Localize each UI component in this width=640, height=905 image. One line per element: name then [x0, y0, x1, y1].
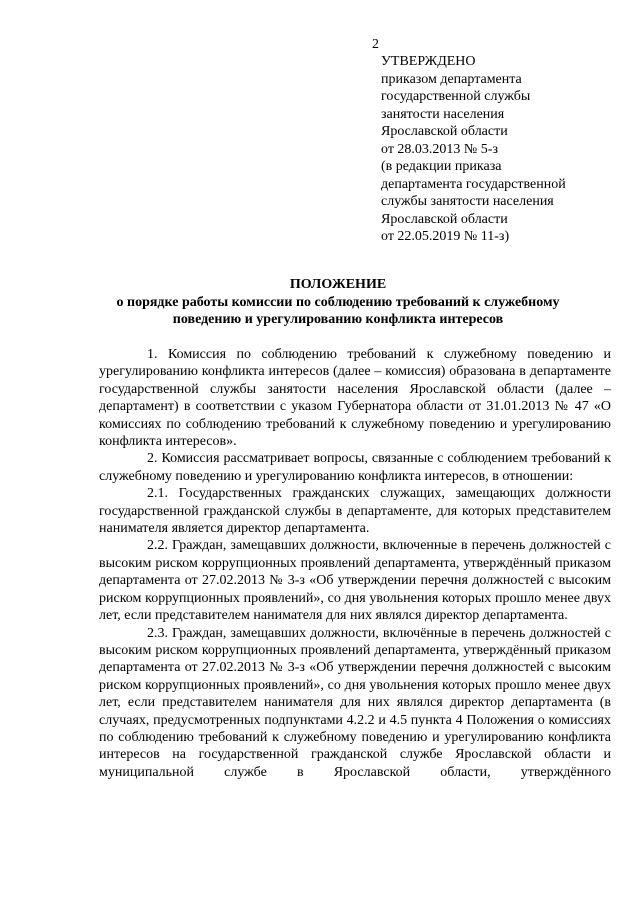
approval-line: Ярославской области: [381, 124, 508, 139]
paragraph-2-3: 2.3. Граждан, замещавших должности, включённые в перечень должностей с высоким риском коррупционных проявлений департамента, утверждённый приказом департамента от 27.02.2013 № 3-з «Об утверждении перечня должностей с высоким риском коррупционных проявлений», со дня увольнения которых прошло менее двух лет, если представителем нанимателя для них являлся директор департамента (в случаях, предусмотренных подпунктами 4.2.2 и 4.5 пункта 4 Положения о комиссиях по соблюдению требований к служебному поведению и урегулированию конфликта интересов на государственной гражданской службе Ярославской области и муниципальной службе в Ярославской области, утверждённого: [99, 625, 611, 780]
approval-line: от 28.03.2013 № 5-з: [381, 141, 498, 157]
paragraph-2-2: 2.2. Граждан, замещавших должности, включенные в перечень должностей с высоким риском коррупционных проявлений департамента, утверждённый приказом департамента от 27.02.2013 № 3-з «Об утверждении перечня должностей с высоким риском коррупционных проявлений», со дня увольнения которых прошло менее двух лет, если представителем нанимателя для них являлся директор департамента.: [99, 538, 611, 624]
document-heading: ПОЛОЖЕНИЕ: [289, 277, 387, 292]
page-number: 2: [372, 37, 379, 52]
approval-line: (в редакции приказа: [381, 159, 502, 174]
approval-line: занятости населения: [381, 106, 505, 122]
paragraph-2: 2. Комиссия рассматривает вопросы, связанные с соблюдением требований к служебному поведению и урегулированию конфликта интересов, в отношении:: [99, 451, 611, 484]
document-body: [99, 346, 611, 781]
document-title: [60, 276, 616, 329]
approval-line: государственной службы: [381, 89, 531, 104]
document-subtitle-line: поведению и урегулированию конфликта интересов: [172, 312, 504, 327]
approval-line: департамента государственной: [381, 176, 566, 192]
paragraph-2-1: 2.1. Государственных гражданских служащих, замещающих должности государственной гражданской службы в департаменте, для которых представителем нанимателя является директор департамента.: [99, 486, 611, 537]
approval-line: Ярославской области: [381, 211, 508, 227]
approval-line: от 22.05.2019 № 11-з): [381, 229, 510, 244]
approval-stamp: [381, 53, 621, 246]
paragraph-1: 1. Комиссия по соблюдению требований к служебному поведению и урегулированию конфликта интересов (далее – комиссия) образована в департаменте государственной службы занятости населения Ярославской области (далее – департамент) в соответствии с указом Губернатора области от 31.01.2013 № 47 «О комиссиях по соблюдению требований к служебному поведению и урегулированию конфликта интересов».: [99, 347, 611, 450]
document-subtitle-line: о порядке работы комиссии по соблюдению требований к служебному: [116, 294, 560, 310]
approval-line: УТВЕРЖДЕНО: [381, 54, 476, 69]
approval-line: приказом департамента: [381, 71, 522, 87]
approval-line: службы занятости населения: [381, 194, 554, 209]
